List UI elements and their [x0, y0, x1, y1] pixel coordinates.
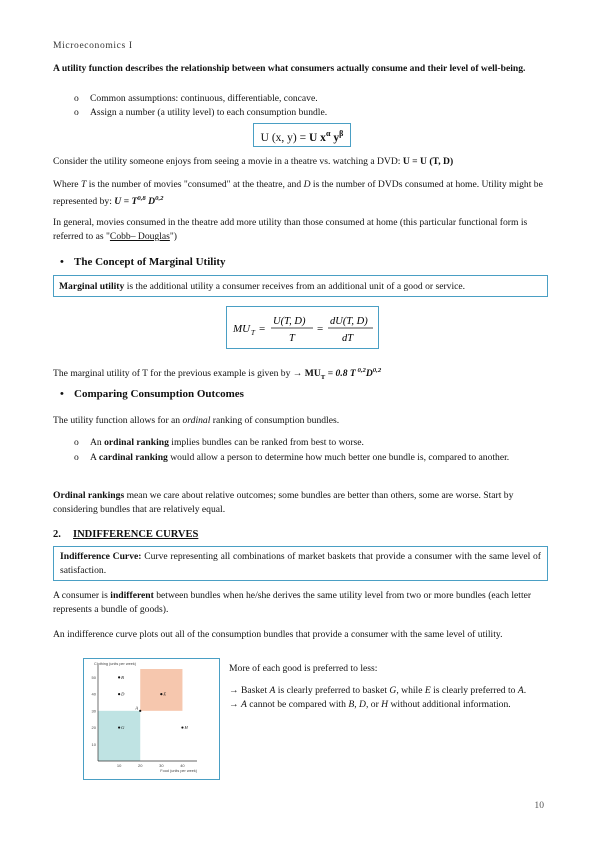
x-tick-label: 10: [116, 763, 122, 768]
cobb-douglas-paragraph: In general, movies consumed in the theatre add more utility than those consumed at home (this particular functional form is referred to as "Cobb– Douglas"): [53, 217, 528, 242]
point-label-B: B: [121, 674, 124, 680]
y-tick-label: 30: [91, 708, 96, 714]
list-item: o An ordinal ranking implies bundles can be ranked from best to worse.: [74, 437, 364, 448]
point-label-D: D: [121, 691, 125, 697]
x-axis-label: Food (units per week): [160, 769, 197, 773]
chart-canvas: [84, 659, 217, 777]
chart-explanation: [229, 662, 547, 712]
list-item: o A cardinal ranking would allow a person to determine how much better one bundle is, compared to another.: [74, 452, 510, 463]
ordinal-rankings-paragraph: Ordinal rankings mean we care about relative outcomes; some bundles are better than others, some are worse. Start by considering bundles that are relatively equal.: [53, 490, 514, 515]
marginal-utility-formula: [227, 307, 378, 348]
svg-text:T: T: [289, 333, 295, 344]
x-tick-label: 40: [180, 763, 185, 768]
page-number: 10: [534, 800, 544, 811]
indifference-curve-explanation: An indifference curve plots out all of the consumption bundles that provide a consumer with the same level of utility.: [53, 629, 503, 640]
x-tick-label: 20: [137, 763, 143, 768]
y-tick-label: 10: [91, 741, 96, 747]
region-preferred: [140, 669, 182, 711]
svg-text:=: =: [259, 323, 266, 335]
indifference-curve-definition-box: Indifference Curve: Curve representing all combinations of market baskets that provide a consumer with the same level of satisfaction.: [53, 546, 548, 581]
point-H: [181, 726, 183, 728]
chart-explanation-line-2: → A cannot be compared with B, D, or H without additional information.: [229, 699, 511, 710]
running-header: Microeconomics I: [53, 40, 133, 51]
chart-explanation-title: More of each good is preferred to less:: [229, 663, 378, 674]
chart-explanation-line-1: → Basket A is clearly preferred to basket G, while E is clearly preferred to A.: [229, 685, 527, 696]
ordinal-intro: The utility function allows for an ordinal ranking of consumption bundles.: [53, 415, 340, 426]
indifferent-paragraph: A consumer is indifferent between bundles when he/she derives the same utility level from two or more bundles (each letter represents a bundle of goods).: [53, 590, 532, 615]
marginal-utility-example: The marginal utility of T for the previous example is given by → $MU_T = 0.8$ T $^{0,2}D^{0,2}$: [53, 367, 382, 382]
utility-function-definition: A utility function describes the relationship between what consumers actually consume and their level of well-being.: [53, 63, 526, 74]
point-D: [118, 693, 120, 695]
point-A: [139, 710, 141, 712]
point-label-G: G: [121, 725, 125, 731]
x-tick-label: 30: [159, 763, 164, 768]
bundle-preference-chart: [83, 658, 220, 780]
point-label-A: A: [135, 705, 138, 711]
y-tick-label: 40: [91, 691, 96, 697]
svg-text:dT: dT: [342, 333, 354, 344]
point-G: [118, 726, 120, 728]
marginal-utility-formula-box: [226, 306, 379, 349]
list-item: o Assign a number (a utility level) to each consumption bundle.: [74, 107, 328, 118]
cobb-douglas-link[interactable]: Cobb– Douglas: [109, 231, 170, 242]
where-paragraph: Where T is the number of movies "consumed" at the theatre, and D is the number of DVDs consumed at home. Utility might be represented by: U = T$^{0,8}$ D$^{0,2}$: [53, 179, 543, 208]
svg-text:dU(T, D): dU(T, D): [330, 316, 368, 327]
y-tick-label: 20: [91, 725, 96, 731]
term-utility-function: utility function: [61, 63, 123, 74]
section-heading-indifference-curves: 2. INDIFFERENCE CURVES: [53, 529, 199, 540]
section-heading-marginal-utility: • The Concept of Marginal Utility: [60, 256, 226, 268]
svg-text:U(T, D): U(T, D): [273, 316, 306, 327]
movie-example-paragraph: Consider the utility someone enjoys from seeing a movie in a theatre vs. watching a DVD: U = U (T, D): [53, 156, 454, 167]
marginal-utility-definition-box: Marginal utility is the additional utility a consumer receives from an additional unit of a good or service.: [53, 275, 548, 297]
point-E: [160, 693, 162, 695]
svg-text:MU: MU: [233, 323, 251, 335]
utility-formula-box: U (x, y) = U $x^\alpha$ $y^\beta$: [253, 123, 351, 147]
svg-text:=: =: [317, 323, 324, 335]
point-label-E: E: [163, 691, 167, 697]
svg-text:T: T: [251, 329, 255, 337]
section-heading-comparing-outcomes: • Comparing Consumption Outcomes: [60, 388, 244, 400]
point-B: [118, 676, 120, 678]
y-axis-label: Clothing (units per week): [94, 662, 136, 666]
point-label-H: H: [184, 725, 188, 731]
region-less-preferred: [98, 711, 140, 761]
list-item: o Common assumptions: continuous, differentiable, concave.: [74, 93, 318, 104]
y-tick-label: 50: [91, 674, 96, 680]
